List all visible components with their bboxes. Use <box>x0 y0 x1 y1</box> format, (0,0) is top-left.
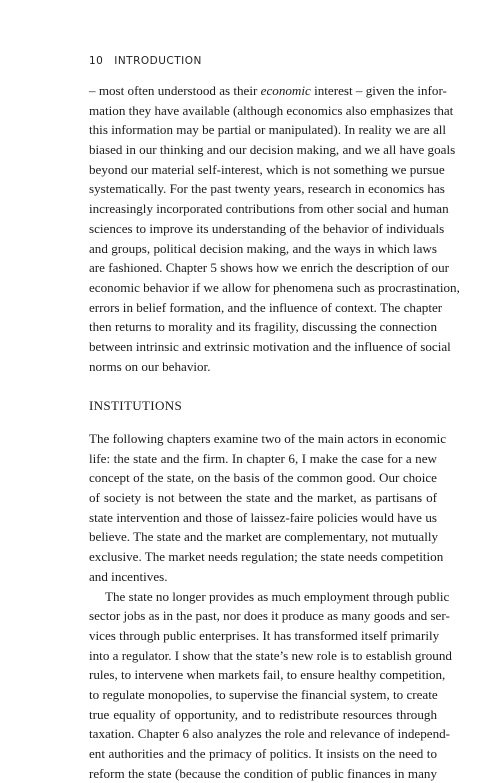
emphasis: economic <box>261 83 311 98</box>
text-line: concept of the state, on the basis of the common good. Our choice <box>89 468 437 488</box>
text-line: sciences to improve its understanding of the behavior of individuals <box>89 219 437 239</box>
text-line: economic behavior if we allow for phenomena such as procrastination, <box>89 278 437 298</box>
text-line: to regulate monopolies, to supervise the financial system, to create <box>89 685 437 705</box>
text-line: increasingly incorporated contributions from other social and human <box>89 199 437 219</box>
text-line: beyond our material self-interest, which is not something we pursue <box>89 160 437 180</box>
text-line: state intervention and those of laissez-faire policies would have us <box>89 508 437 528</box>
text-line: mation they have available (although economics also emphasizes that <box>89 101 437 121</box>
text-line: life: the state and the firm. In chapter 6, I make the case for a new <box>89 449 437 469</box>
text-line: this information may be partial or manipulated). In reality we are all <box>89 120 437 140</box>
running-title: INTRODUCTION <box>114 55 202 67</box>
page-body <box>89 81 437 783</box>
text-line: vices through public enterprises. It has transformed itself primarily <box>89 626 437 646</box>
text-line: biased in our thinking and our decision making, and we all have goals <box>89 140 437 160</box>
page-number: 10 <box>89 55 103 67</box>
text-line: errors in belief formation, and the influence of context. The chapter <box>89 298 437 318</box>
text-line: reform the state (because the condition of public finances in many <box>89 764 437 783</box>
text-line: The following chapters examine two of the main actors in economic <box>89 429 437 449</box>
text-line: The state no longer provides as much employment through public <box>89 587 437 607</box>
paragraph-behavior <box>89 81 437 376</box>
text-line: – most often understood as their economic interest – given the infor- <box>89 81 437 101</box>
text-line: exclusive. The market needs regulation; the state needs competition <box>89 547 437 567</box>
running-head <box>89 55 202 67</box>
text-line: believe. The state and the market are complementary, not mutually <box>89 527 437 547</box>
text-line: systematically. For the past twenty years, research in economics has <box>89 179 437 199</box>
text-line: then returns to morality and its fragility, discussing the connection <box>89 317 437 337</box>
text-line: and groups, political decision making, and the ways in which laws <box>89 239 437 259</box>
text-line: sector jobs as in the past, nor does it produce as many goods and ser- <box>89 606 437 626</box>
paragraph-state-and-firm <box>89 429 437 587</box>
text-line: taxation. Chapter 6 also analyzes the role and relevance of independ- <box>89 724 437 744</box>
text-line: rules, to intervene when markets fail, to ensure healthy competition, <box>89 665 437 685</box>
text-line: into a regulator. I show that the state’s new role is to establish ground <box>89 646 437 666</box>
paragraph-state-role <box>89 587 437 783</box>
text-line: norms on our behavior. <box>89 357 437 377</box>
text-line: of society is not between the state and the market, as partisans of <box>89 488 437 508</box>
text-line: between intrinsic and extrinsic motivation and the influence of social <box>89 337 437 357</box>
text-line: are fashioned. Chapter 5 shows how we enrich the description of our <box>89 258 437 278</box>
section-heading: INSTITUTIONS <box>89 396 437 416</box>
text-line: ent authorities and the primacy of politics. It insists on the need to <box>89 744 437 764</box>
text-line: and incentives. <box>89 567 437 587</box>
text-line: true equality of opportunity, and to redistribute resources through <box>89 705 437 725</box>
